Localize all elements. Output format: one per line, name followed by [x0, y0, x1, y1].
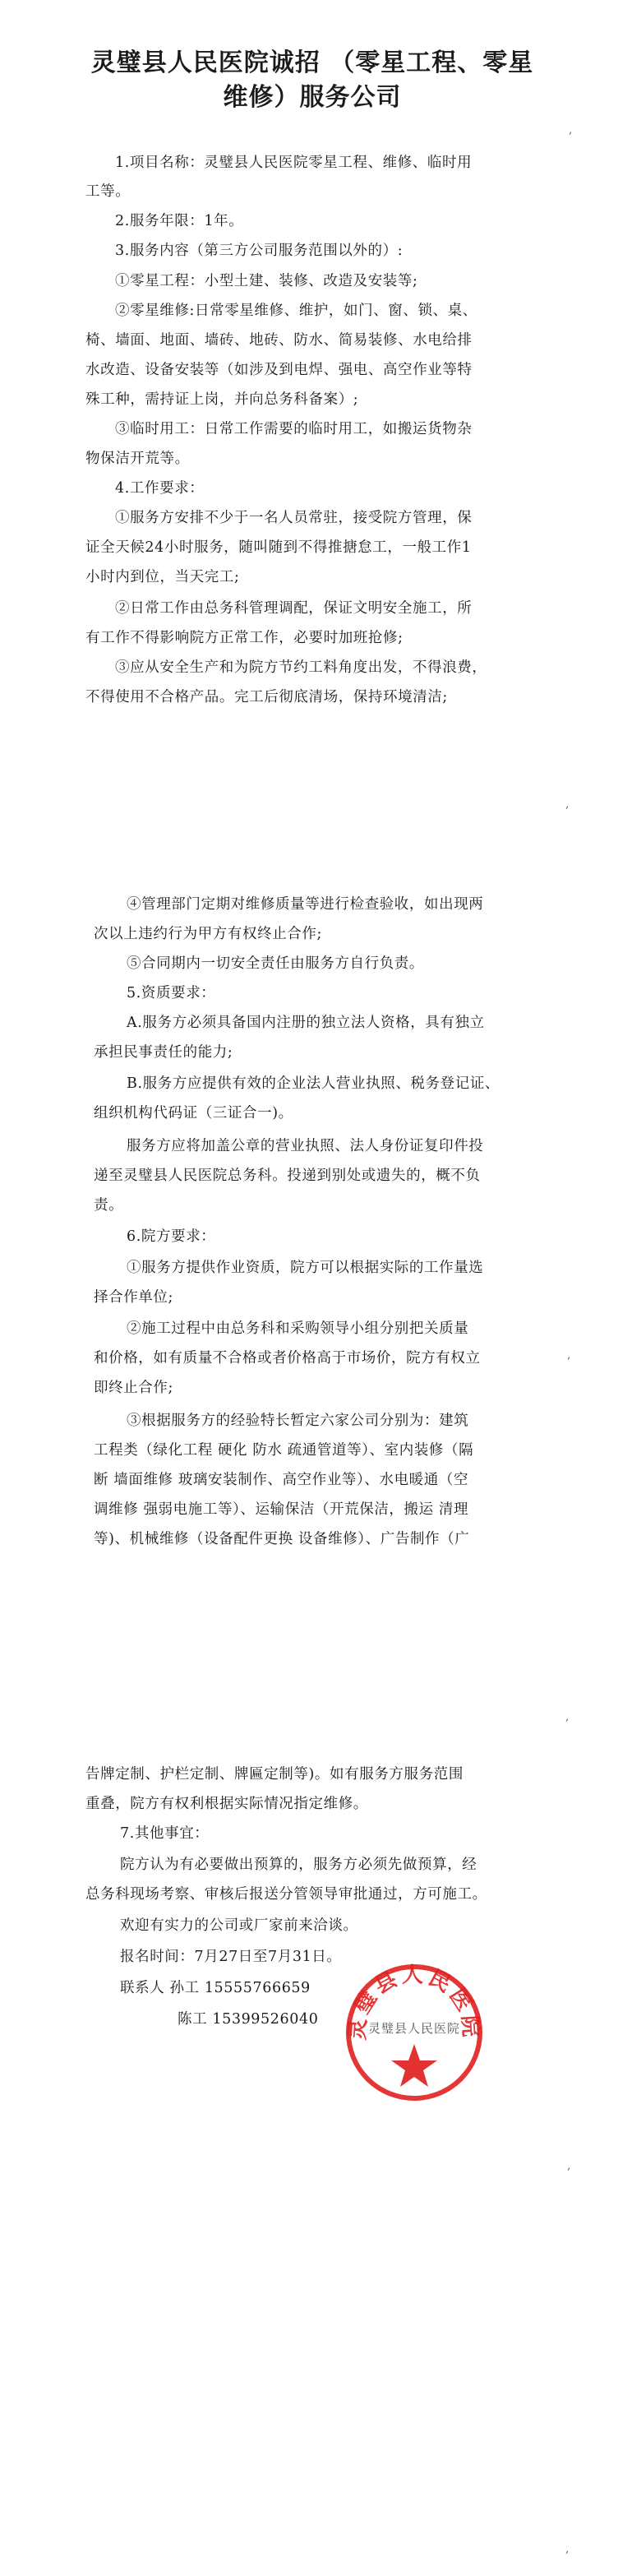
- scan-mark: ,: [567, 1348, 571, 1362]
- text-line: 服务方应将加盖公章的营业执照、法人身份证复印件投: [127, 1138, 484, 1154]
- text-line: ①服务方提供作业资质，院方可以根据实际的工作量选: [127, 1260, 484, 1276]
- text-line: 物保洁开荒等。: [85, 451, 190, 467]
- title-line-2: 维修）服务公司: [223, 83, 402, 112]
- scan-mark: ,: [565, 1710, 570, 1723]
- scan-mark: ,: [567, 2159, 571, 2172]
- text-line: 7.其他事宜：: [120, 1825, 210, 1842]
- scan-mark: ,: [565, 2542, 570, 2555]
- seal-overlay-text: 灵璧县人民医院: [367, 2021, 460, 2036]
- text-line: 2.服务年限：1年。: [115, 213, 244, 229]
- text-line: 5.资质要求：: [127, 985, 216, 1001]
- text-line: 断 墙面维修 玻璃安装制作、高空作业等）、水电暖通（空: [94, 1472, 469, 1488]
- scan-mark: ,: [569, 123, 573, 136]
- text-line: 欢迎有实力的公司或厂家前来洽谈。: [120, 1917, 358, 1934]
- text-line: 4.工作要求：: [115, 480, 205, 497]
- text-line: 责。: [94, 1197, 124, 1214]
- text-line: 总务科现场考察、审核后报送分管领导审批通过，方可施工。: [85, 1886, 487, 1903]
- text-line: ②零星维修:日常零星维修、维护，如门、窗、锁、桌、: [115, 303, 477, 319]
- text-line: B.服务方应提供有效的企业法人营业执照、税务登记证、: [127, 1075, 500, 1092]
- text-line: 告牌定制、护栏定制、牌匾定制等)。如有服务方服务范围: [85, 1766, 464, 1783]
- text-line: 水改造、设备安装等（如涉及到电焊、强电、高空作业等特: [85, 362, 473, 378]
- text-line: 椅、墙面、地面、墙砖、地砖、防水、简易装修、水电给排: [85, 332, 473, 349]
- scan-mark: ,: [565, 798, 570, 811]
- contact-line-1: 联系人 孙工 15555766659: [120, 1980, 311, 1996]
- text-line: 院方认为有必要做出预算的，服务方必须先做预算，经: [120, 1857, 477, 1873]
- seal-arc-text: 灵璧县人民医院: [345, 1963, 483, 2042]
- text-line: 调维修 强弱电施工等）、运输保洁（开荒保洁，搬运 清理: [94, 1501, 469, 1518]
- text-line: ④管理部门定期对维修质量等进行检查验收，如出现两: [127, 896, 484, 913]
- text-line: 不得使用不合格产品。完工后彻底清场，保持环境清洁;: [85, 689, 448, 705]
- text-line: ②日常工作由总务科管理调配，保证文明安全施工，所: [115, 600, 473, 617]
- text-line: 递至灵璧县人民医院总务科。投递到别处或遗失的，概不负: [94, 1168, 481, 1184]
- text-line: 6.院方要求：: [127, 1228, 216, 1245]
- text-line: 有工作不得影响院方正常工作，必要时加班抢修;: [85, 630, 404, 646]
- text-line: 殊工种，需持证上岗，并向总务科备案）;: [85, 391, 359, 408]
- text-line: ⑤合同期内一切安全责任由服务方自行负责。: [127, 955, 424, 972]
- text-line: 和价格，如有质量不合格或者价格高于市场价，院方有权立: [94, 1350, 481, 1367]
- text-line: ③临时用工：日常工作需要的临时用工，如搬运货物杂: [115, 421, 473, 437]
- text-line: ③根据服务方的经验特长暂定六家公司分别为：建筑: [127, 1413, 469, 1429]
- text-line: 择合作单位;: [94, 1289, 173, 1306]
- title-line-1: 灵璧县人民医院诚招 （零星工程、零星: [90, 49, 534, 77]
- text-line: 小时内到位，当天完工;: [85, 569, 240, 585]
- text-line: 1.项目名称：灵璧县人民医院零星工程、维修、临时用: [115, 155, 473, 171]
- text-line: 组织机构代码证（三证合一)。: [94, 1105, 293, 1122]
- text-line: 即终止合作;: [94, 1380, 173, 1396]
- seal-star-icon: [391, 2044, 437, 2087]
- text-line: 证全天候24小时服务，随叫随到不得推搪怠工，一般工作1: [85, 539, 472, 556]
- contact-line-2: 陈工 15399526040: [178, 2011, 319, 2028]
- text-line: 工等。: [85, 183, 131, 200]
- text-line: 重叠，院方有权利根据实际情况指定维修。: [85, 1796, 368, 1812]
- text-line: 等)、机械维修（设备配件更换 设备维修）、广告制作（广: [94, 1531, 470, 1547]
- text-line: 3.服务内容（第三方公司服务范围以外的）:: [115, 243, 404, 259]
- text-line: ①服务方安排不少于一名人员常驻，接受院方管理，保: [115, 510, 473, 526]
- text-line: 承担民事责任的能力;: [94, 1044, 233, 1061]
- text-line: 次以上违约行为甲方有权终止合作;: [94, 926, 322, 942]
- text-line: A.服务方必须具备国内注册的独立法人资格，具有独立: [127, 1015, 485, 1031]
- text-line: ①零星工程：小型土建、装修、改造及安装等;: [115, 273, 418, 289]
- text-line: 工程类（绿化工程 硬化 防水 疏通管道等）、室内装修（隔: [94, 1442, 474, 1459]
- text-line: ③应从安全生产和为院方节约工料角度出发，不得浪费，: [115, 659, 487, 676]
- official-seal: [344, 1962, 485, 2103]
- text-line: ②施工过程中由总务科和采购领导小组分别把关质量: [127, 1320, 469, 1337]
- text-line: 报名时间：7月27日至7月31日。: [120, 1949, 342, 1965]
